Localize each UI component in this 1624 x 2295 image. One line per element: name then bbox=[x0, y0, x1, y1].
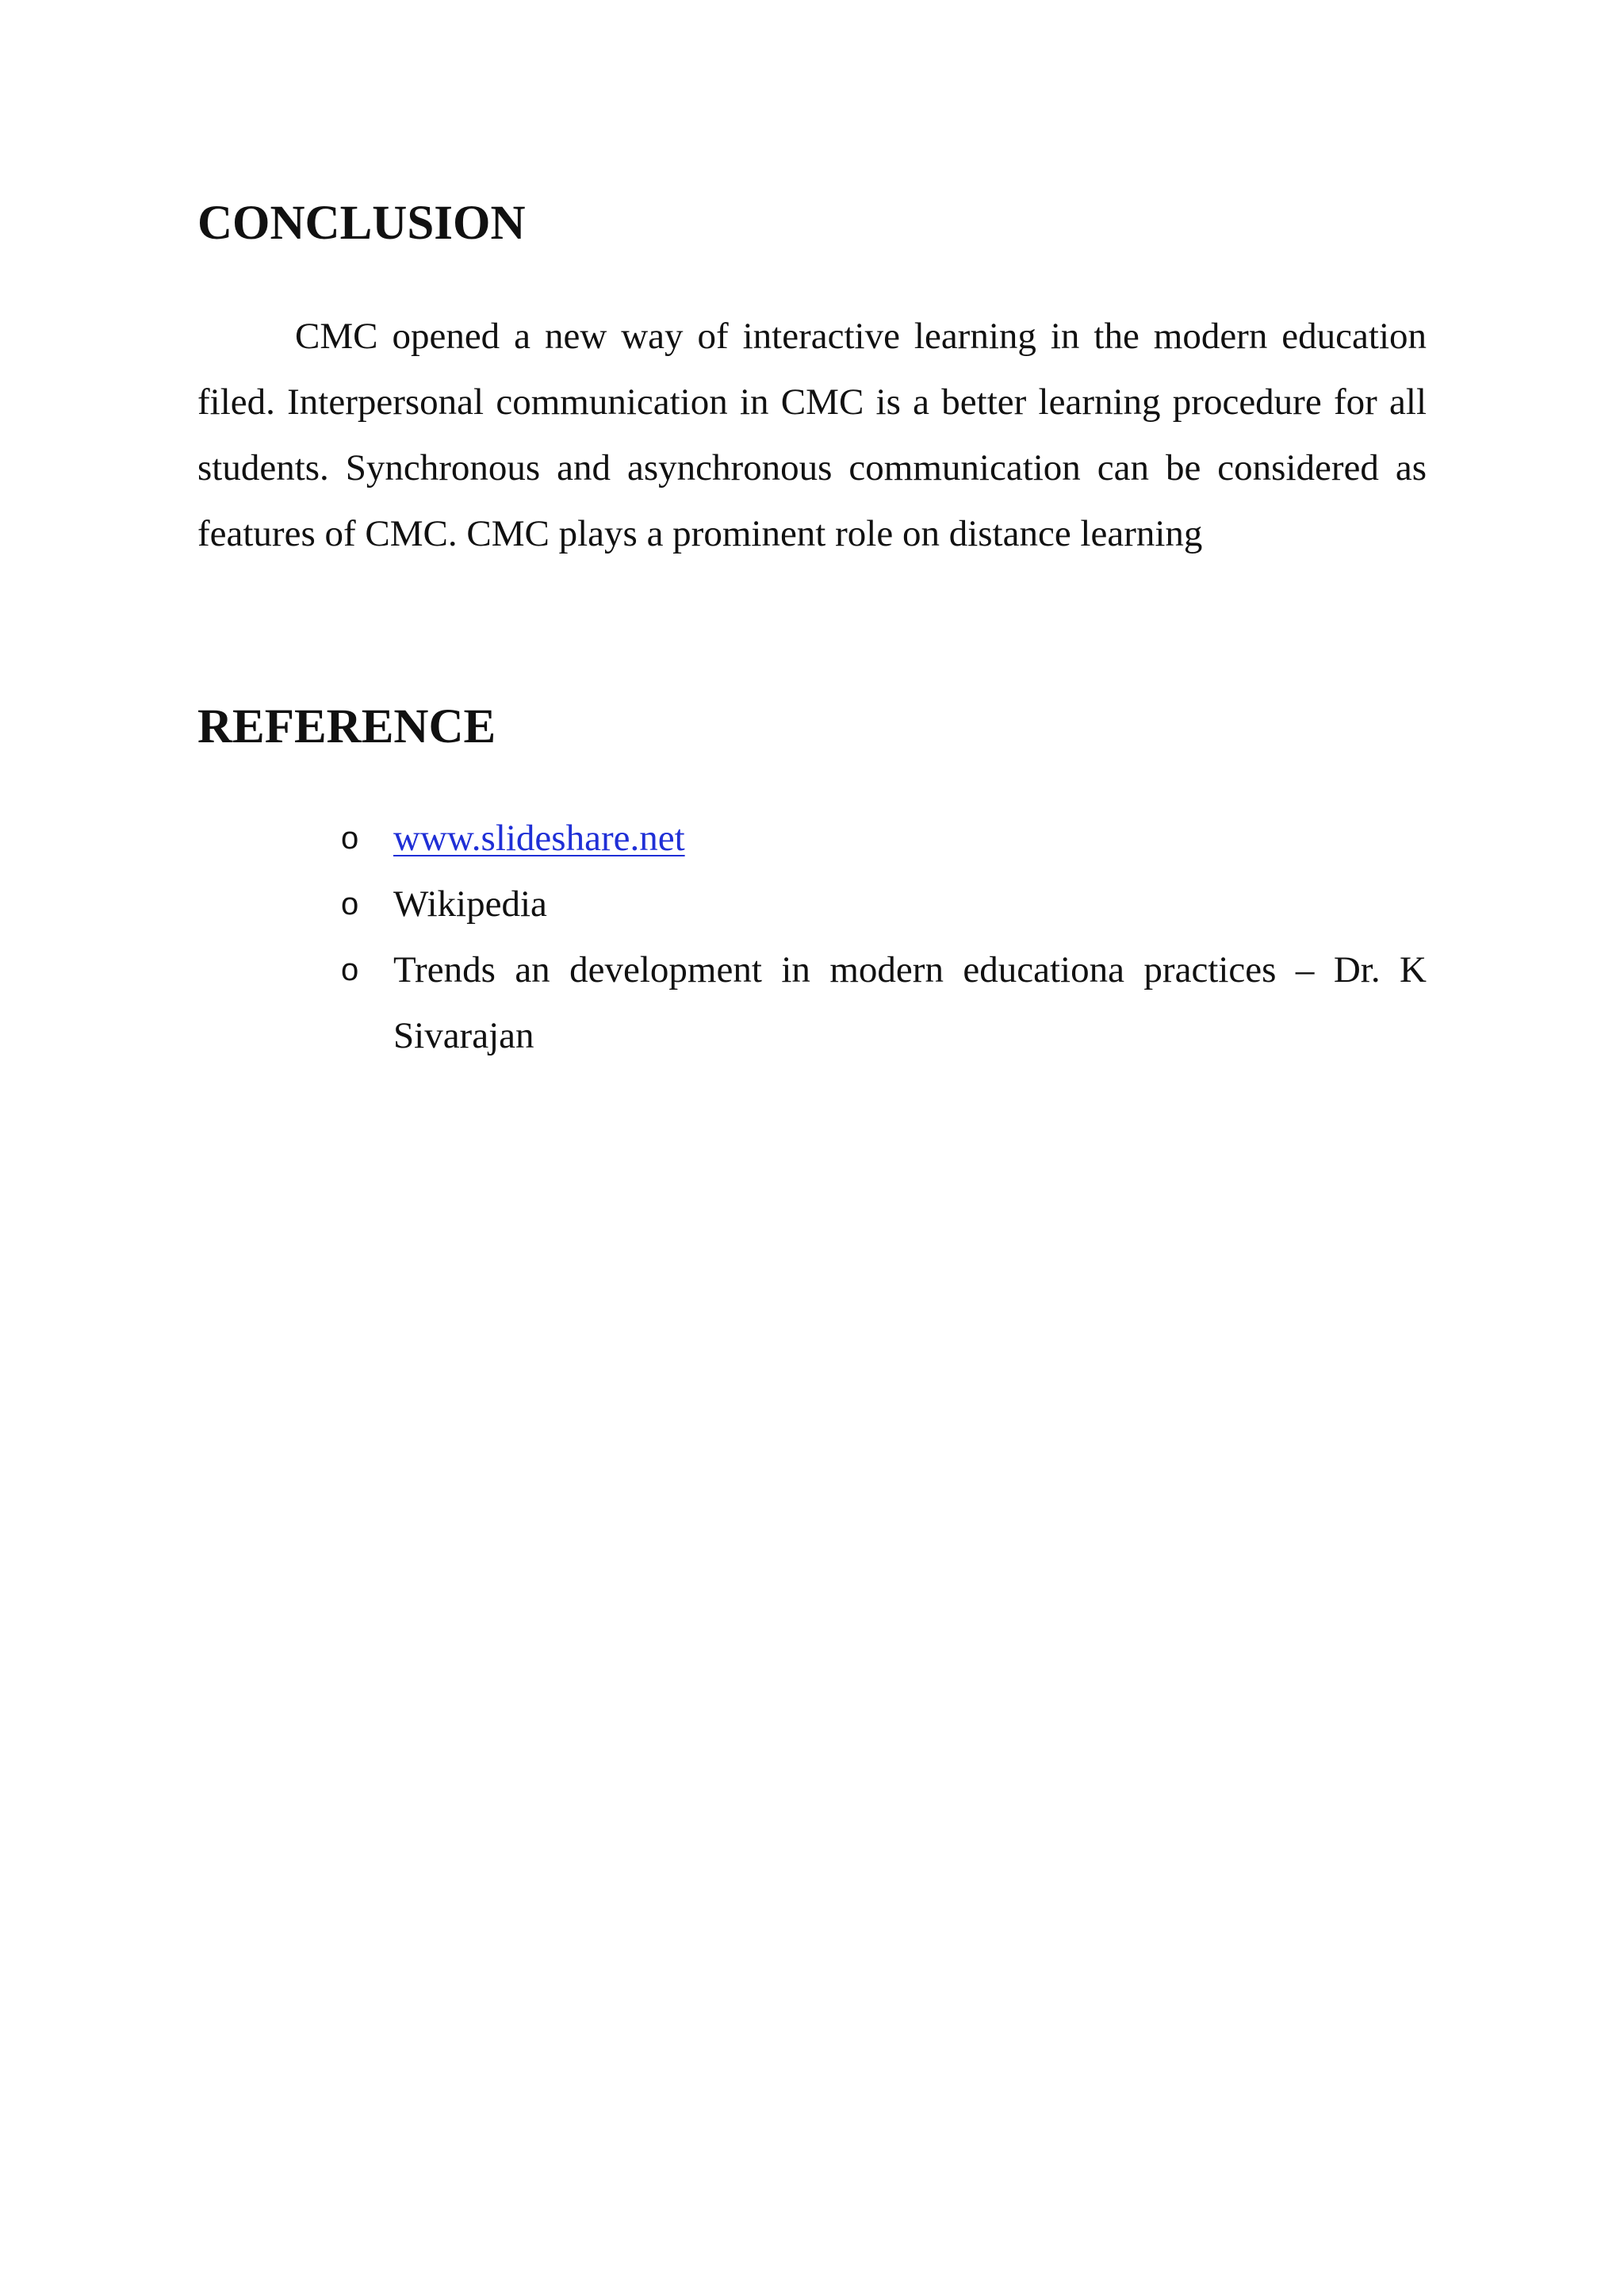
conclusion-paragraph: CMC opened a new way of interactive learning in the modern education filed. Interpersonal communication in CMC is a better learning procedure for all students. Synchronous and asynchronous communication can be considered as features of CMC. CMC plays a prominent role on distance learning bbox=[197, 316, 1427, 554]
reference-link-slideshare[interactable]: www.slideshare.net bbox=[393, 818, 685, 859]
reference-item-trends-book bbox=[0, 937, 1624, 1069]
reference-list bbox=[0, 806, 1624, 1069]
reference-text-wikipedia: Wikipedia bbox=[393, 883, 547, 925]
conclusion-heading: CONCLUSION bbox=[197, 197, 526, 250]
reference-heading: REFERENCE bbox=[197, 700, 496, 753]
reference-item-slideshare bbox=[0, 806, 1624, 872]
bullet-icon: o bbox=[341, 887, 359, 921]
reference-item-wikipedia bbox=[0, 872, 1624, 937]
bullet-icon: o bbox=[341, 821, 359, 856]
bullet-icon: o bbox=[341, 952, 359, 987]
reference-text-trends-book: Trends an development in modern educationa practices – Dr. K Sivarajan bbox=[393, 949, 1427, 1056]
